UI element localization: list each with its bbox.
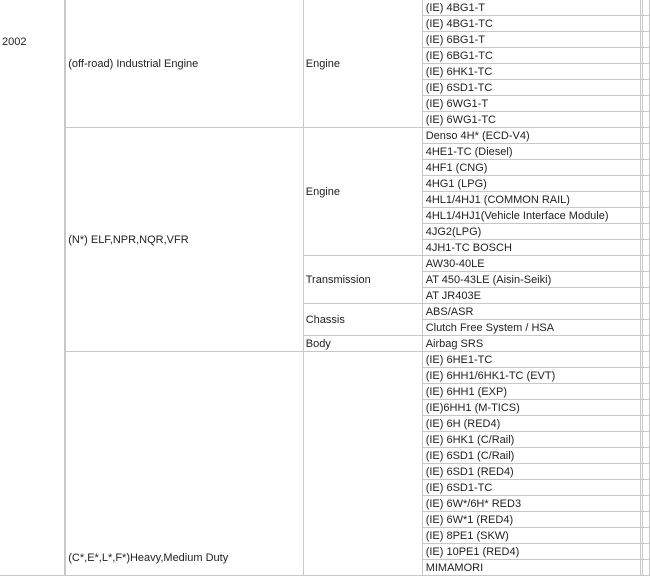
spacer-cell — [643, 112, 650, 128]
spacer-cell — [643, 256, 650, 272]
item-cell[interactable]: (IE) 6H (RED4) — [423, 416, 641, 432]
spacer-cell — [643, 208, 650, 224]
spacer-cell — [643, 160, 650, 176]
spacer-cell — [643, 272, 650, 288]
spacer-cell — [643, 496, 650, 512]
item-cell[interactable]: AT 450-43LE (Aisin-Seiki) — [423, 272, 641, 288]
spacer-cell — [643, 32, 650, 48]
system-cell: Chassis — [304, 304, 423, 336]
item-cell[interactable]: (IE) 6SD1 (RED4) — [423, 464, 641, 480]
spacer-cell — [643, 16, 650, 32]
item-cell[interactable]: (IE) 6SD1-TC — [423, 80, 641, 96]
system-cell: Transmission — [304, 256, 423, 304]
table-row — [0, 0, 650, 16]
spacer-cell — [643, 0, 650, 16]
spacer-cell — [643, 560, 650, 576]
item-cell[interactable]: 4HE1-TC (Diesel) — [423, 144, 641, 160]
item-cell[interactable]: 4HL1/4HJ1(Vehicle Interface Module) — [423, 208, 641, 224]
spacer-cell — [643, 512, 650, 528]
system-cell: Body — [304, 336, 423, 352]
table-row — [0, 352, 650, 368]
item-cell[interactable]: MIMAMORI — [423, 560, 641, 576]
spacer-cell — [643, 224, 650, 240]
spacer-cell — [643, 448, 650, 464]
item-cell[interactable]: (IE) 6WG1-T — [423, 96, 641, 112]
item-cell[interactable]: (IE) 6HE1-TC — [423, 352, 641, 368]
spacer-cell — [643, 64, 650, 80]
model-cell: (off-road) Industrial Engine — [65, 0, 303, 128]
item-cell[interactable]: (IE) 6HK1 (C/Rail) — [423, 432, 641, 448]
system-cell: Engine — [304, 0, 423, 128]
item-cell[interactable]: (IE) 8PE1 (SKW) — [423, 528, 641, 544]
item-cell[interactable]: ABS/ASR — [423, 304, 641, 320]
item-cell[interactable]: (IE) 10PE1 (RED4) — [423, 544, 641, 560]
spacer-cell — [643, 544, 650, 560]
model-cell: (N*) ELF,NPR,NQR,VFR — [65, 128, 303, 352]
spacer-cell — [643, 96, 650, 112]
spacer-cell — [643, 288, 650, 304]
item-cell[interactable]: (IE) 6BG1-T — [423, 32, 641, 48]
spacer-cell — [643, 240, 650, 256]
spacer-cell — [643, 368, 650, 384]
spacer-cell — [643, 464, 650, 480]
item-cell[interactable]: 4HF1 (CNG) — [423, 160, 641, 176]
spacer-cell — [643, 80, 650, 96]
spacer-cell — [643, 432, 650, 448]
spacer-cell — [643, 176, 650, 192]
item-cell[interactable]: Denso 4H* (ECD-V4) — [423, 128, 641, 144]
item-cell[interactable]: (IE) 4BG1-T — [423, 0, 641, 16]
spacer-cell — [643, 528, 650, 544]
item-cell[interactable]: AW30-40LE — [423, 256, 641, 272]
spacer-cell — [643, 480, 650, 496]
item-cell[interactable]: 4HL1/4HJ1 (COMMON RAIL) — [423, 192, 641, 208]
item-cell[interactable]: (IE) 6WG1-TC — [423, 112, 641, 128]
spacer-cell — [643, 320, 650, 336]
system-cell — [304, 352, 423, 576]
item-cell[interactable]: 4HG1 (LPG) — [423, 176, 641, 192]
item-cell[interactable]: (IE) 6HK1-TC — [423, 64, 641, 80]
spacer-cell — [643, 144, 650, 160]
spacer-cell — [643, 352, 650, 368]
model-cell: (C*,E*,L*,F*)Heavy,Medium Duty — [65, 352, 303, 576]
table-row — [0, 128, 650, 144]
spacer-cell — [643, 48, 650, 64]
spacer-cell — [643, 128, 650, 144]
item-cell[interactable]: (IE)6HH1 (M-TICS) — [423, 400, 641, 416]
spacer-cell — [643, 304, 650, 320]
item-cell[interactable]: AT JR403E — [423, 288, 641, 304]
item-cell[interactable]: 4JH1-TC BOSCH — [423, 240, 641, 256]
item-cell[interactable]: (IE) 6HH1/6HK1-TC (EVT) — [423, 368, 641, 384]
item-cell[interactable]: (IE) 4BG1-TC — [423, 16, 641, 32]
item-cell[interactable]: (IE) 6SD1-TC — [423, 480, 641, 496]
item-cell[interactable]: (IE) 6HH1 (EXP) — [423, 384, 641, 400]
spacer-cell — [643, 384, 650, 400]
spacer-cell — [643, 336, 650, 352]
spacer-cell — [643, 192, 650, 208]
item-cell[interactable]: 4JG2(LPG) — [423, 224, 641, 240]
item-cell[interactable]: Airbag SRS — [423, 336, 641, 352]
system-cell: Engine — [304, 128, 423, 256]
item-cell[interactable]: (IE) 6W*/6H* RED3 — [423, 496, 641, 512]
spacer-cell — [643, 400, 650, 416]
year-cell: 2002 — [0, 0, 65, 576]
item-cell[interactable]: (IE) 6BG1-TC — [423, 48, 641, 64]
item-cell[interactable]: (IE) 6SD1 (C/Rail) — [423, 448, 641, 464]
spacer-cell — [643, 416, 650, 432]
item-cell[interactable]: Clutch Free System / HSA — [423, 320, 641, 336]
item-cell[interactable]: (IE) 6W*1 (RED4) — [423, 512, 641, 528]
